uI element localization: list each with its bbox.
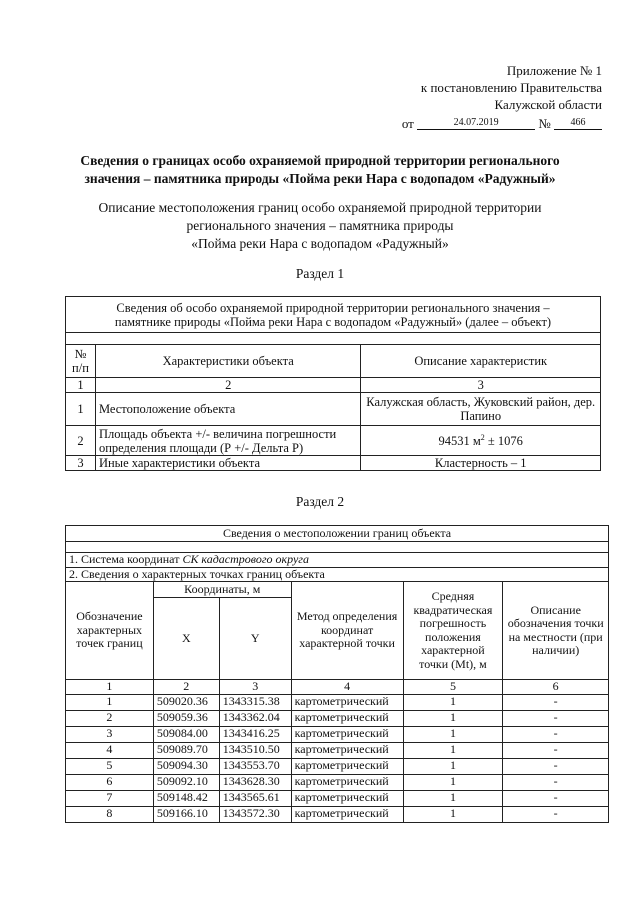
header-coordinates: Координаты, м xyxy=(153,582,291,598)
error-value: 1 xyxy=(403,774,503,790)
point-description: - xyxy=(503,742,609,758)
coord-x: 509166.10 xyxy=(153,806,219,822)
appendix-line-2: к постановлению Правительства xyxy=(420,80,602,95)
col-number: 2 xyxy=(153,680,219,695)
table-row xyxy=(66,758,609,774)
row-value: Калужская область, Жуковский район, дер. Папино xyxy=(361,393,601,426)
coord-y: 1343416.25 xyxy=(219,726,291,742)
document-title xyxy=(60,152,580,188)
section-2-title: Раздел 2 xyxy=(295,494,345,509)
row-number: 3 xyxy=(66,456,96,471)
point-number: 4 xyxy=(66,742,154,758)
point-description: - xyxy=(503,758,609,774)
table-row xyxy=(66,393,601,426)
table-row xyxy=(66,806,609,822)
header-designation: Обозначение характерных точек границ xyxy=(66,582,154,680)
point-number: 7 xyxy=(66,790,154,806)
header-error: Средняя квадратическая погрешность положения характерной точки (Mt), м xyxy=(403,582,503,680)
table-caption-line-1: Сведения об особо охраняемой природной территории регионального значения – xyxy=(116,300,550,315)
object-info-table xyxy=(65,296,601,471)
document-subtitle xyxy=(60,199,580,253)
method-value: картометрический xyxy=(291,710,403,726)
method-value: картометрический xyxy=(291,774,403,790)
section-1-title: Раздел 1 xyxy=(295,266,345,281)
coord-y: 1343628.30 xyxy=(219,774,291,790)
col-number: 1 xyxy=(66,378,96,393)
coord-x: 509020.36 xyxy=(153,694,219,710)
coord-x: 509094.30 xyxy=(153,758,219,774)
coordinates-table xyxy=(65,525,609,823)
error-value: 1 xyxy=(403,710,503,726)
point-description: - xyxy=(503,774,609,790)
table-row xyxy=(66,790,609,806)
point-description: - xyxy=(503,726,609,742)
col-number: 5 xyxy=(403,680,503,695)
coord-y: 1343565.61 xyxy=(219,790,291,806)
header-x: X xyxy=(153,598,219,680)
table-row xyxy=(66,726,609,742)
coord-y: 1343315.38 xyxy=(219,694,291,710)
row-name: Иные характеристики объекта xyxy=(95,456,360,471)
point-number: 6 xyxy=(66,774,154,790)
point-number: 2 xyxy=(66,710,154,726)
subtitle-line-1: Описание местоположения границ особо охраняемой природной территории xyxy=(98,200,542,215)
coord-y: 1343553.70 xyxy=(219,758,291,774)
appendix-line-1: Приложение № 1 xyxy=(506,63,602,78)
coordinates-caption: Сведения о местоположении границ объекта xyxy=(66,526,609,542)
row-value xyxy=(361,426,601,456)
row-value: Кластерность – 1 xyxy=(361,456,601,471)
header-description: Описание характеристик xyxy=(361,345,601,378)
spacer-row xyxy=(66,333,601,345)
date-field: 24.07.2019 xyxy=(417,117,535,130)
col-number: 4 xyxy=(291,680,403,695)
col-number: 1 xyxy=(66,680,154,695)
coordinate-system-row xyxy=(66,553,609,568)
point-description: - xyxy=(503,790,609,806)
table-row xyxy=(66,694,609,710)
row-number: 2 xyxy=(66,426,96,456)
coord-y: 1343572.30 xyxy=(219,806,291,822)
method-value: картометрический xyxy=(291,790,403,806)
title-line-1: Сведения о границах особо охраняемой природной территории регионального xyxy=(80,153,560,168)
coordinate-system-label: 1. Система координат xyxy=(69,552,183,566)
coord-x: 509092.10 xyxy=(153,774,219,790)
header-number: № п/п xyxy=(66,345,96,378)
subtitle-line-3: «Пойма реки Нара с водопадом «Радужный» xyxy=(191,236,449,251)
coord-x: 509084.00 xyxy=(153,726,219,742)
area-error: ± 1076 xyxy=(484,433,523,448)
point-description: - xyxy=(503,694,609,710)
col-number: 2 xyxy=(95,378,360,393)
method-value: картометрический xyxy=(291,726,403,742)
table-row xyxy=(66,456,601,471)
coord-y: 1343510.50 xyxy=(219,742,291,758)
col-number: 6 xyxy=(503,680,609,695)
coord-x: 509089.70 xyxy=(153,742,219,758)
table-row xyxy=(66,742,609,758)
method-value: картометрический xyxy=(291,806,403,822)
coord-x: 509148.42 xyxy=(153,790,219,806)
error-value: 1 xyxy=(403,742,503,758)
table-row xyxy=(66,426,601,456)
header-y: Y xyxy=(219,598,291,680)
col-number: 3 xyxy=(361,378,601,393)
error-value: 1 xyxy=(403,758,503,774)
table-row xyxy=(66,774,609,790)
point-number: 8 xyxy=(66,806,154,822)
spacer-row xyxy=(66,542,609,553)
appendix-line-3: Калужской области xyxy=(494,97,602,112)
area-unit-power: 2 xyxy=(480,432,485,442)
col-number: 3 xyxy=(219,680,291,695)
header-characteristics: Характеристики объекта xyxy=(95,345,360,378)
area-value: 94531 м xyxy=(438,433,481,448)
points-caption: 2. Сведения о характерных точках границ объекта xyxy=(66,567,609,582)
title-line-2: значения – памятника природы «Пойма реки Нара с водопадом «Радужный» xyxy=(84,171,556,186)
row-name: Площадь объекта +/- величина погрешности определения площади (Р +/- Дельта Р) xyxy=(95,426,360,456)
header-method: Метод определения координат характерной точки xyxy=(291,582,403,680)
row-name: Местоположение объекта xyxy=(95,393,360,426)
point-number: 1 xyxy=(66,694,154,710)
method-value: картометрический xyxy=(291,742,403,758)
error-value: 1 xyxy=(403,694,503,710)
table-caption-line-2: памятнике природы «Пойма реки Нара с водопадом «Радужный» (далее – объект) xyxy=(114,314,552,329)
coordinate-rows xyxy=(66,694,609,822)
subtitle-line-2: регионального значения – памятника природы xyxy=(186,218,454,233)
error-value: 1 xyxy=(403,790,503,806)
point-description: - xyxy=(503,710,609,726)
point-description: - xyxy=(503,806,609,822)
error-value: 1 xyxy=(403,726,503,742)
appendix-block xyxy=(402,62,602,132)
method-value: картометрический xyxy=(291,758,403,774)
point-number: 5 xyxy=(66,758,154,774)
method-value: картометрический xyxy=(291,694,403,710)
registration-line xyxy=(402,115,602,132)
row-number: 1 xyxy=(66,393,96,426)
coordinate-system-value: СК кадастрового округа xyxy=(182,552,309,566)
coord-y: 1343362.04 xyxy=(219,710,291,726)
number-field: 466 xyxy=(554,117,602,130)
table-row xyxy=(66,710,609,726)
header-point-description: Описание обозначения точки на местности (при наличии) xyxy=(503,582,609,680)
point-number: 3 xyxy=(66,726,154,742)
error-value: 1 xyxy=(403,806,503,822)
table-caption xyxy=(66,297,601,333)
coord-x: 509059.36 xyxy=(153,710,219,726)
number-label: № xyxy=(538,116,551,131)
from-label: от xyxy=(401,116,414,131)
